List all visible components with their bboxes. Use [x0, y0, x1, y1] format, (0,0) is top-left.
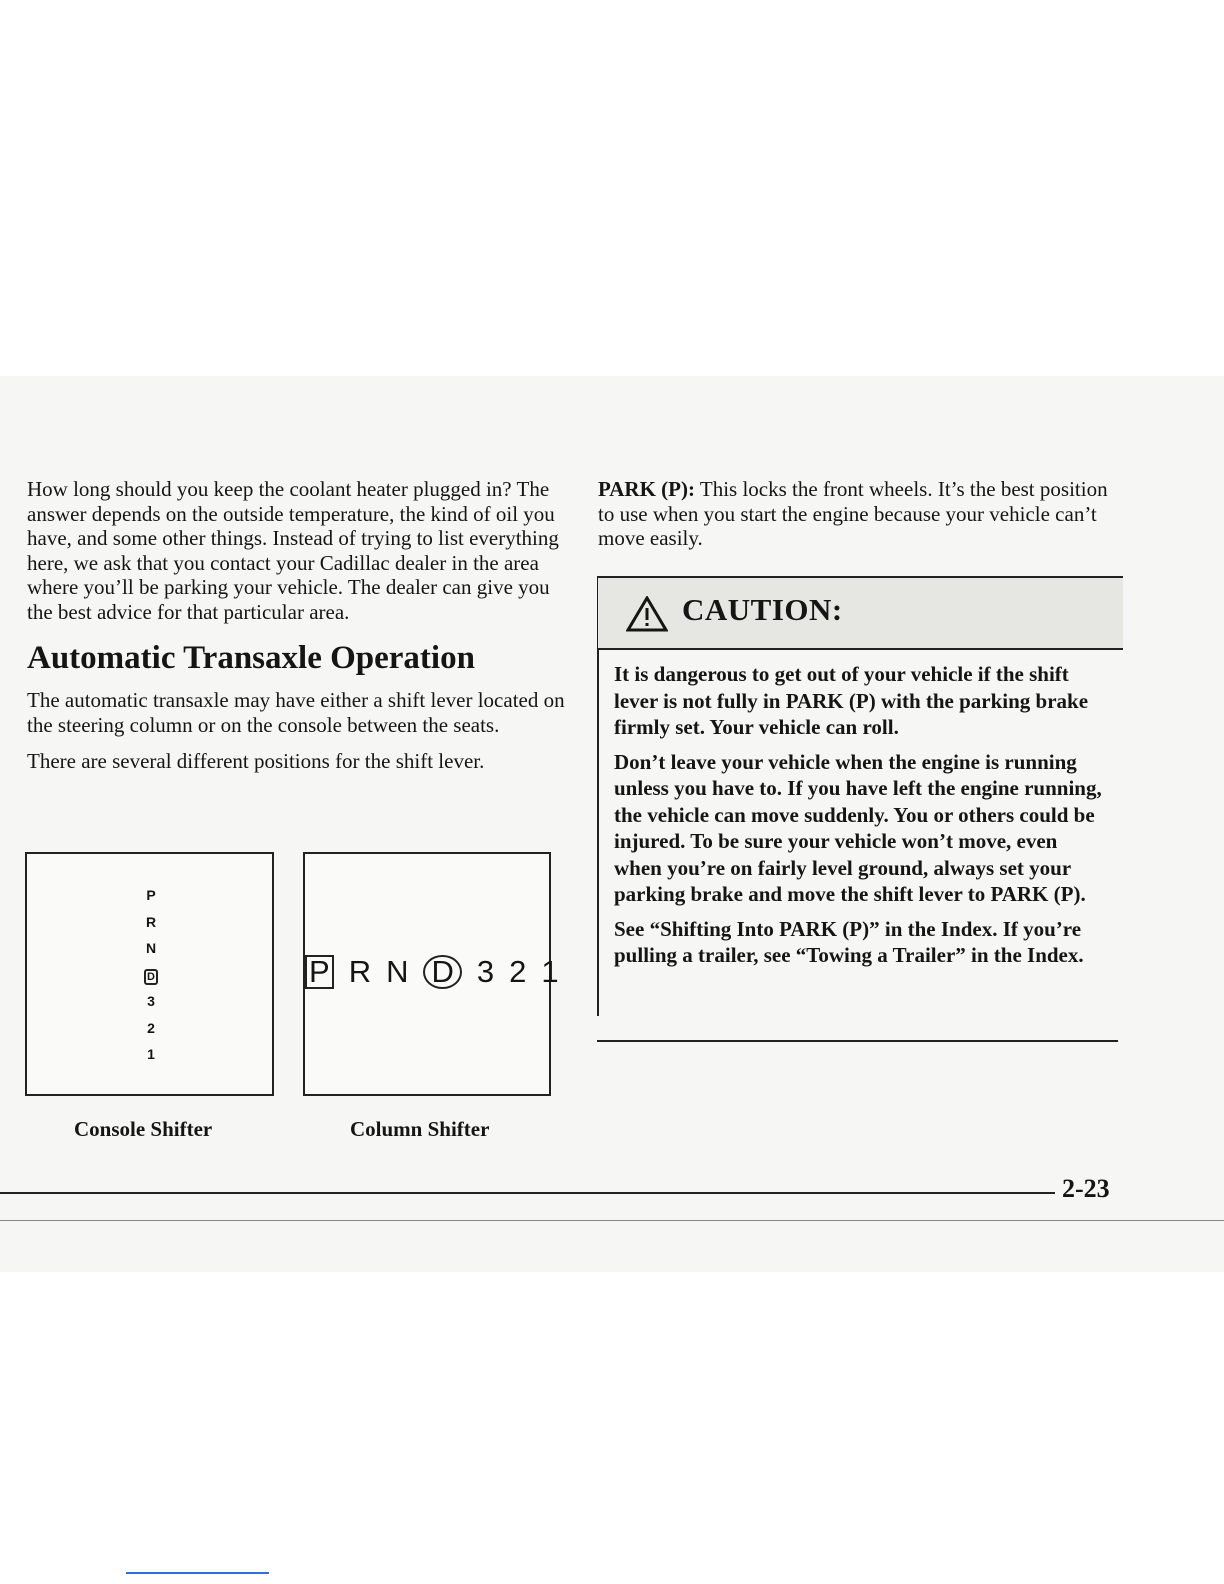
- caution-paragraph: Don’t leave your vehicle when the engine is running unless you have to. If you have left the engine running, the vehicle can move suddenly. You or others could be injured. To be sure your vehicle won’t move, even when you’re on fairly level ground, always set your parking brake and move the shift lever to PARK (P).: [614, 749, 1102, 906]
- console-gear-letters: [139, 882, 163, 1068]
- section-heading: Automatic Transaxle Operation: [27, 640, 475, 676]
- caution-paragraph: It is dangerous to get out of your vehicle if the shift lever is not fully in PARK (P) with the parking brake firmly set. Your vehicle can roll.: [614, 662, 1089, 739]
- park-label: PARK (P):: [598, 477, 695, 501]
- gear-letter: 2: [509, 954, 527, 989]
- left-column: [27, 477, 567, 774]
- gear-letter: 2: [147, 1019, 155, 1036]
- caution-title: CAUTION:: [682, 592, 843, 627]
- park-paragraph: [598, 477, 1118, 551]
- caution-paragraph: See “Shifting Into PARK (P)” in the Index. If you’re pulling a trailer, see “Towing a Trailer” in the Index.: [614, 916, 1084, 967]
- footer-rule: [0, 1192, 1055, 1194]
- page-number: 2-23: [1062, 1174, 1110, 1203]
- caution-header: [598, 576, 1123, 650]
- gear-letter: N: [145, 940, 157, 956]
- gear-letter: R: [348, 954, 372, 989]
- gear-letter-drive: D: [423, 955, 461, 989]
- gear-letter: 1: [147, 1046, 155, 1062]
- right-column: [598, 477, 1118, 551]
- intro-paragraph: How long should you keep the coolant heater plugged in? The answer depends on the outside temperature, the kind of oil you have, and some other things. Instead of trying to list everything here, we ask that you contact your Cadillac dealer in the area where you’ll be parking your vehicle. The dealer can give you the best advice for that particular area.: [27, 477, 559, 624]
- caution-body: [614, 661, 1109, 969]
- park-text: This locks the front wheels. It’s the best position to use when you start the engine because your vehicle can’t move easily.: [598, 477, 1108, 550]
- console-shifter-figure: [25, 852, 274, 1096]
- bottom-divider: [0, 1220, 1224, 1221]
- positions-paragraph: There are several different positions for the shift lever.: [27, 749, 485, 773]
- column-gear-letters: [305, 954, 574, 990]
- gear-letter: P: [146, 887, 156, 903]
- blue-underline: [126, 1572, 269, 1574]
- gear-letter: 3: [147, 993, 155, 1009]
- gear-letter-park: P: [305, 955, 334, 989]
- warning-icon: [626, 596, 668, 632]
- gear-letter: 1: [541, 954, 559, 989]
- gear-letter: R: [145, 913, 157, 930]
- gear-letter: N: [386, 954, 409, 989]
- console-caption: Console Shifter: [74, 1117, 213, 1141]
- caution-bottom-rule: [597, 1040, 1118, 1042]
- gear-letter: 3: [476, 954, 495, 989]
- transaxle-paragraph: The automatic transaxle may have either a shift lever located on the steering column or on the console between the seats.: [27, 688, 565, 737]
- column-shifter-figure: [303, 852, 559, 1096]
- gear-letter-selected: D: [139, 962, 163, 989]
- column-caption: Column Shifter: [350, 1117, 490, 1141]
